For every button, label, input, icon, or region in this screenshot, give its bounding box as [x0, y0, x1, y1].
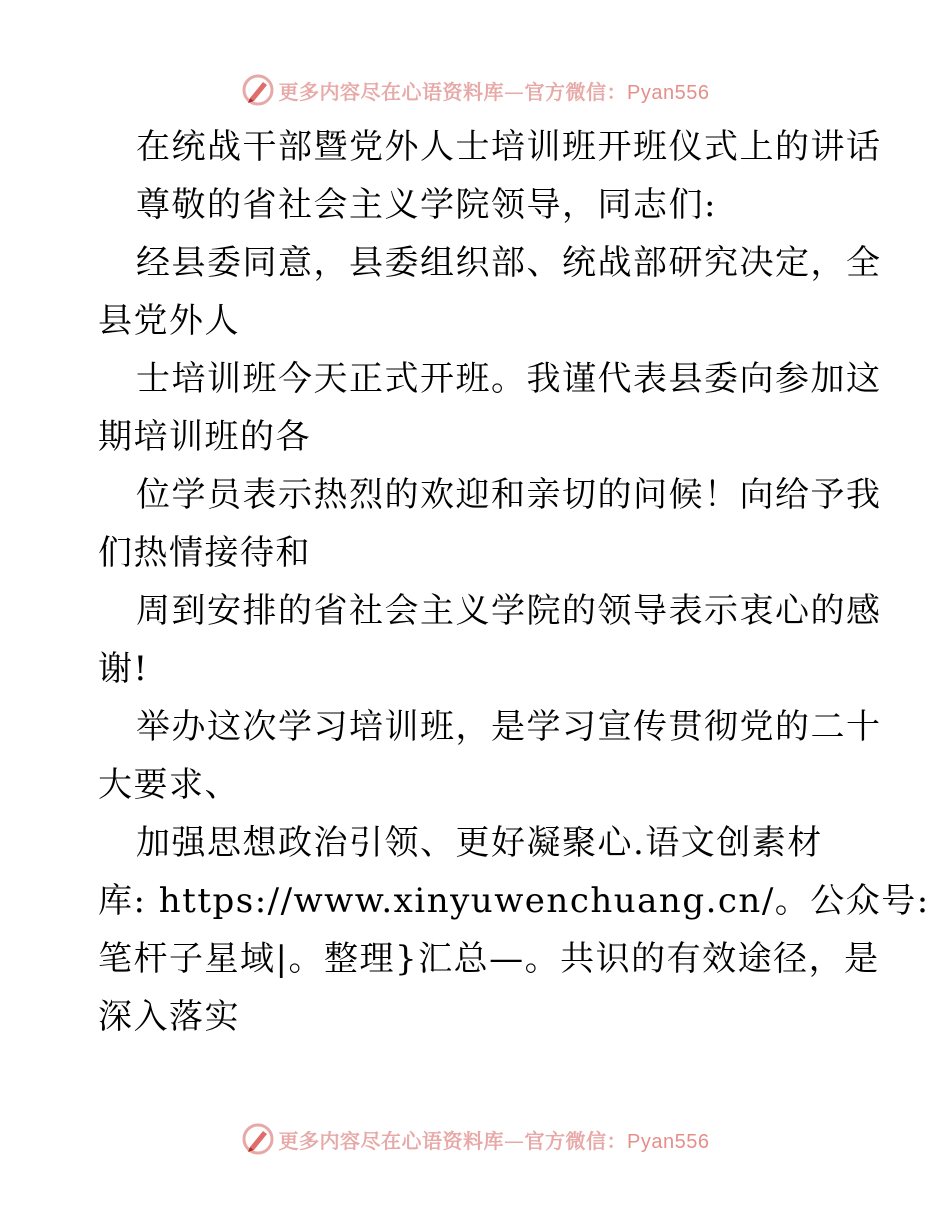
watermark-wechat-id: Pyan556	[627, 81, 710, 104]
document-line: 位学员表示热烈的欢迎和亲切的问候！向给予我	[136, 475, 882, 515]
document-line: 谢!	[98, 649, 149, 689]
document-line: 在统战干部暨党外人士培训班开班仪式上的讲话	[136, 127, 882, 167]
document-line: 士培训班今天正式开班。我谨代表县委向参加这	[136, 359, 882, 399]
watermark-separator: —	[504, 1128, 525, 1153]
document-line: 笔杆子星域|。整理}汇总—。共识的有效途径，是	[98, 939, 880, 979]
watermark-wechat-label: 官方微信：	[524, 79, 628, 104]
watermark-wechat-id: Pyan556	[627, 1130, 710, 1153]
pen-logo-icon	[241, 1122, 275, 1156]
document-line: 举办这次学习培训班，是学习宣传贯彻党的二十	[136, 707, 882, 747]
document-line: 加强思想政治引领、更好凝聚心.语文创素材	[136, 823, 823, 863]
watermark-brand: 更多内容尽在心语资料库	[278, 79, 505, 104]
document-line: 深入落实	[98, 997, 240, 1037]
document-body	[98, 118, 930, 1046]
watermark-wechat-label: 官方微信：	[524, 1128, 628, 1153]
footer-watermark	[0, 1117, 950, 1161]
pen-logo-icon	[241, 73, 275, 107]
document-line: 们热情接待和	[98, 533, 311, 573]
document-line: 经县委同意，县委组织部、统战部研究决定，全	[136, 243, 882, 283]
document-line: 县党外人	[98, 301, 240, 341]
watermark-brand: 更多内容尽在心语资料库	[278, 1128, 505, 1153]
document-line: 期培训班的各	[98, 417, 311, 457]
document-line: 库: https://www.xinyuwenchuang.cn/。公众号:	[98, 881, 930, 921]
watermark-separator: —	[504, 79, 525, 104]
document-line: 尊敬的省社会主义学院领导，同志们:	[136, 185, 717, 225]
document-line: 大要求、	[98, 765, 240, 805]
header-watermark	[0, 68, 950, 112]
document-line: 周到安排的省社会主义学院的领导表示衷心的感	[136, 591, 882, 631]
